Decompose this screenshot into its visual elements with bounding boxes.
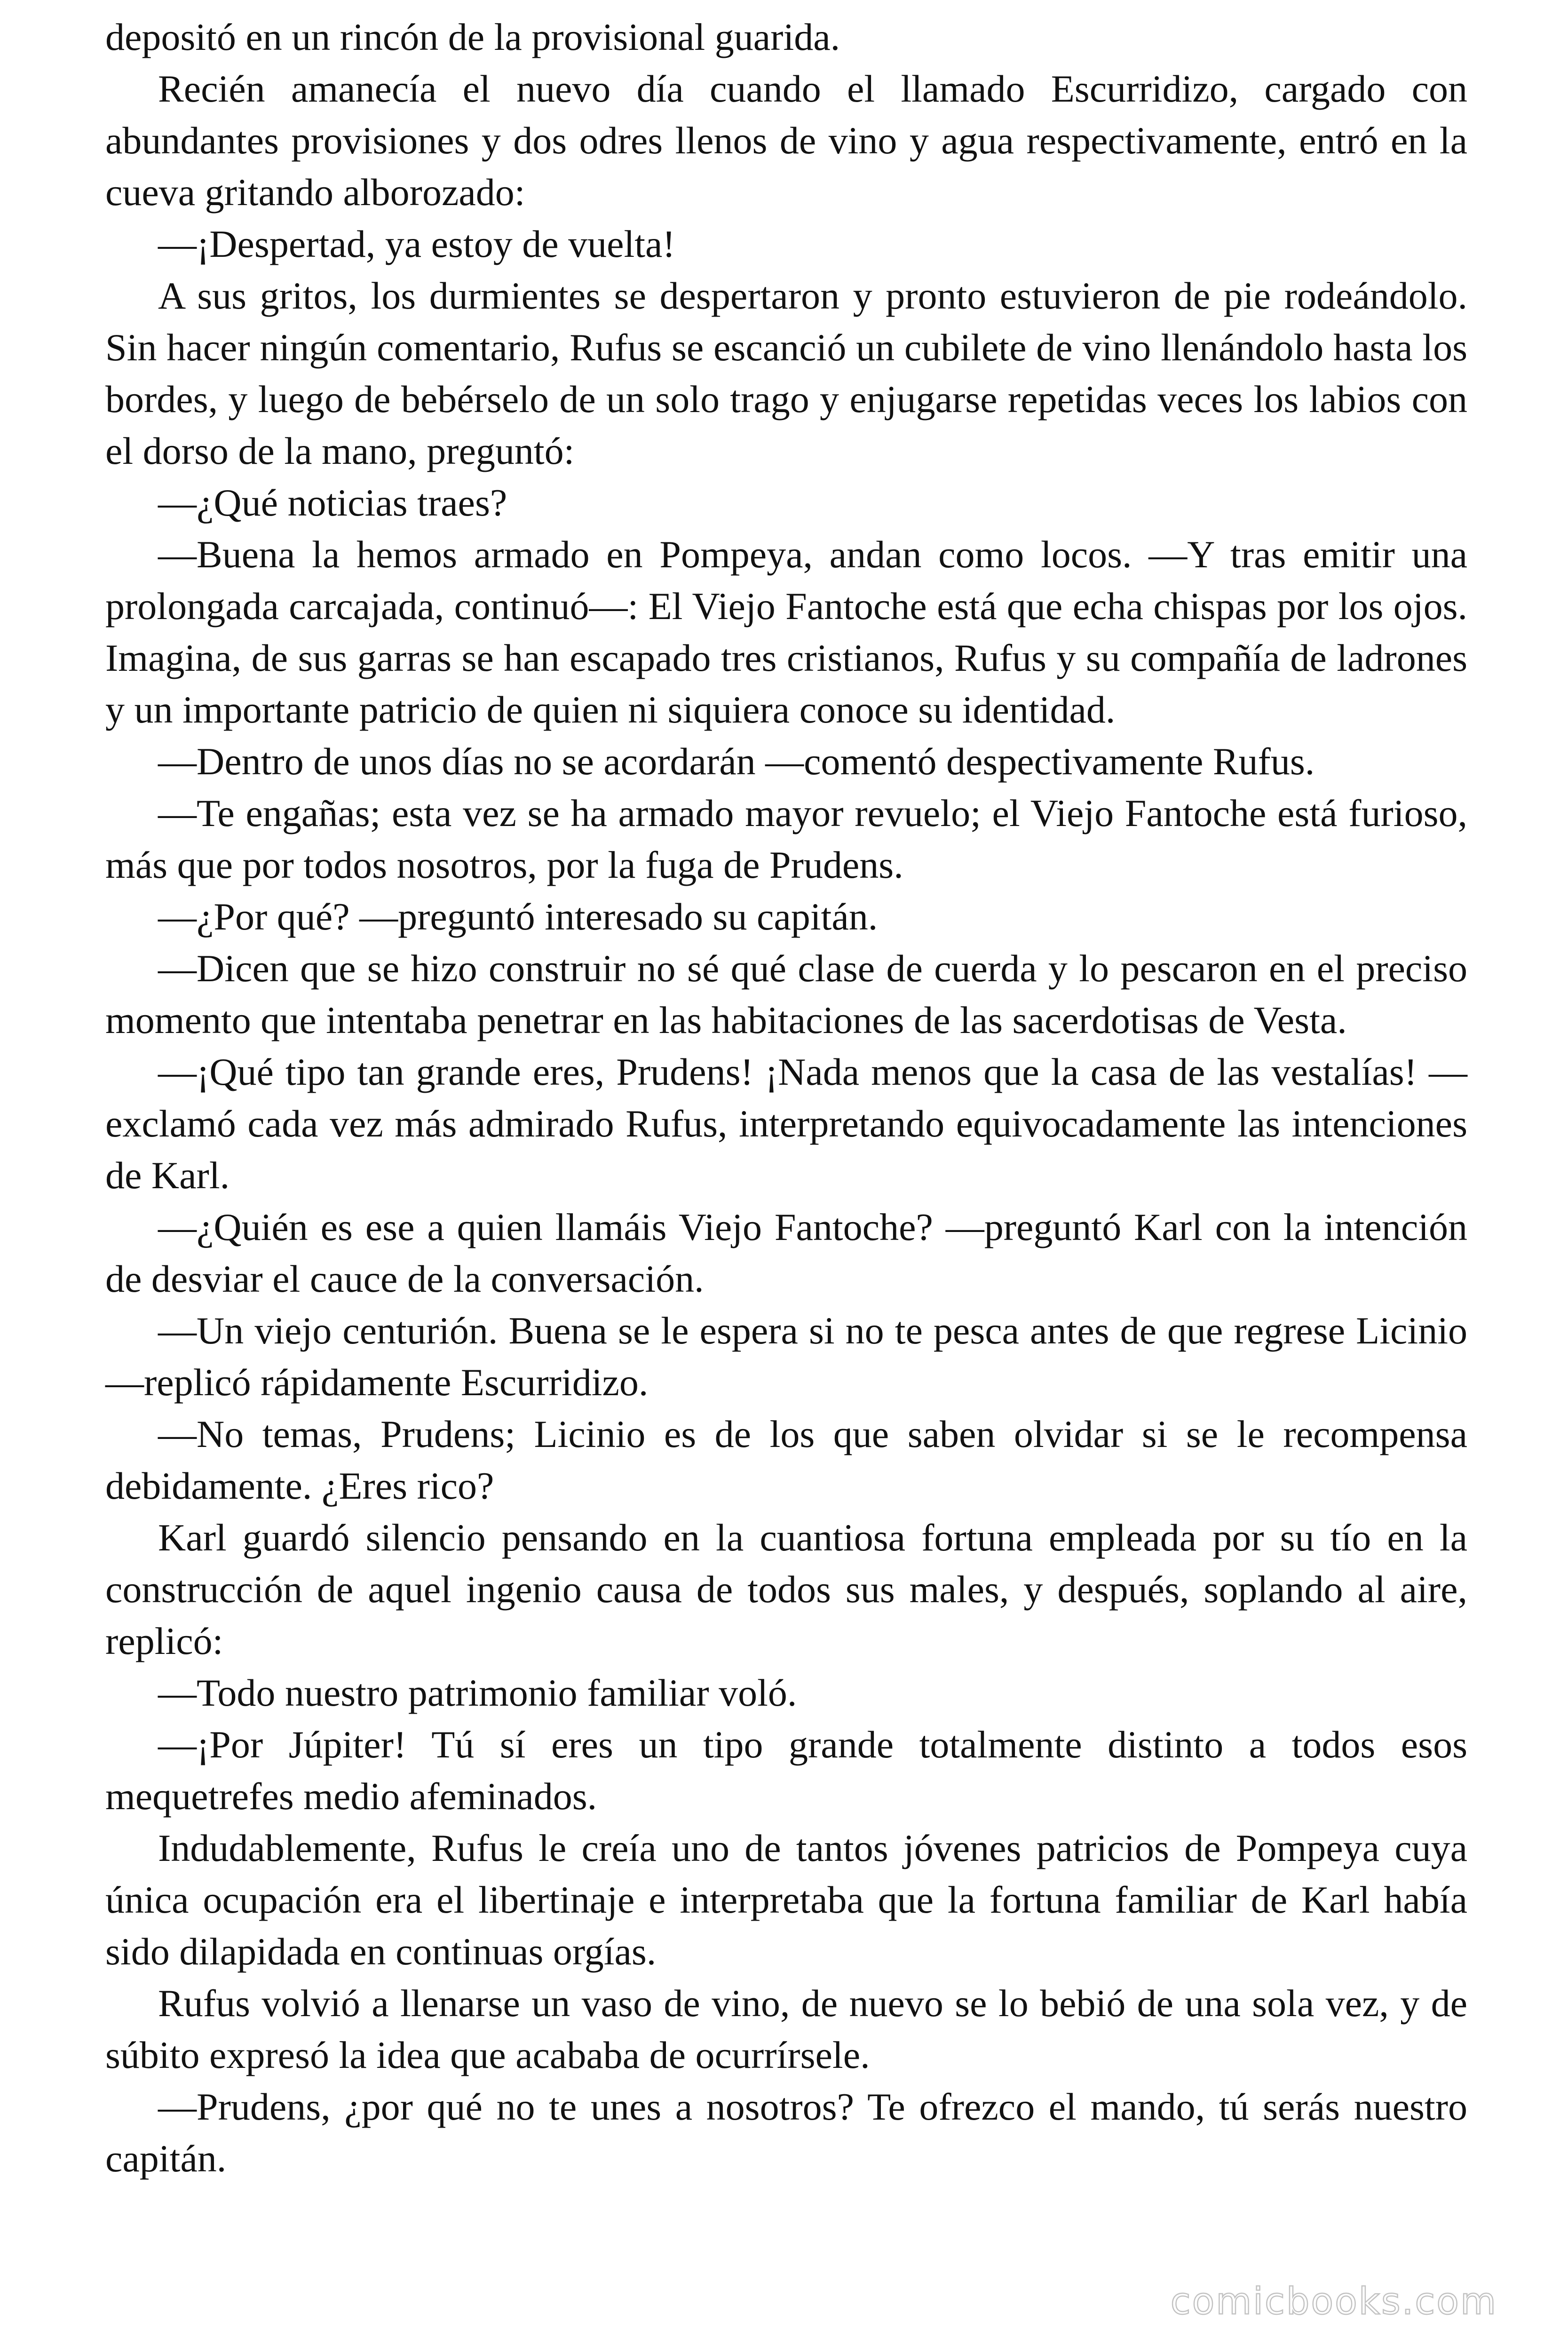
paragraph: —¿Qué noticias traes? (158, 481, 507, 524)
paragraph: —Dentro de unos días no se acordarán —comentó despectivamente Rufus. (158, 740, 1315, 783)
paragraph: depositó en un rincón de la provisional guarida. (105, 16, 840, 58)
paragraph: —Todo nuestro patrimonio familiar voló. (158, 1671, 797, 1714)
paragraph: —Te engañas; esta vez se ha armado mayor revuelo; el Viejo Fantoche está furioso, más que por todos nosotros, por la fuga de Prudens. (105, 792, 1467, 886)
body-text (105, 11, 1467, 2185)
paragraph: —¿Por qué? —preguntó interesado su capitán. (158, 895, 878, 938)
paragraph: Recién amanecía el nuevo día cuando el llamado Escurridizo, cargado con abundantes provisiones y dos odres llenos de vino y agua respectivamente, entró en la cueva gritando alborozado: (105, 67, 1467, 214)
paragraph: —Dicen que se hizo construir no sé qué clase de cuerda y lo pescaron en el preciso momento que intentaba penetrar en las habitaciones de las sacerdotisas de Vesta. (105, 947, 1467, 1041)
paragraph: Indudablemente, Rufus le creía uno de tantos jóvenes patricios de Pompeya cuya única ocupación era el libertinaje e interpretaba que la fortuna familiar de Karl había sido dilapidada en continuas orgías. (105, 1827, 1467, 1973)
paragraph: Karl guardó silencio pensando en la cuantiosa fortuna empleada por su tío en la construcción de aquel ingenio causa de todos sus males, y después, soplando al aire, replicó: (105, 1516, 1467, 1662)
watermark-logo: comicbooks.com (1170, 2280, 1497, 2323)
paragraph: —No temas, Prudens; Licinio es de los que saben olvidar si se le recompensa debidamente. ¿Eres rico? (105, 1413, 1467, 1507)
paragraph: —¡Despertad, ya estoy de vuelta! (158, 222, 675, 265)
paragraph: —¡Por Júpiter! Tú sí eres un tipo grande totalmente distinto a todos esos mequetrefes medio afeminados. (105, 1723, 1467, 1818)
paragraph: A sus gritos, los durmientes se despertaron y pronto estuvieron de pie rodeándolo. Sin hacer ningún comentario, Rufus se escanció un cubilete de vino llenándolo hasta los bordes, y luego de bebérselo de un solo trago y enjugarse repetidas veces los labios con el dorso de la mano, preguntó: (105, 274, 1467, 472)
paragraph: —¡Qué tipo tan grande eres, Prudens! ¡Nada menos que la casa de las vestalías! —exclamó cada vez más admirado Rufus, interpretando equivocadamente las intenciones de Karl. (105, 1050, 1467, 1197)
paragraph: —Buena la hemos armado en Pompeya, andan como locos. —Y tras emitir una prolongada carcajada, continuó—: El Viejo Fantoche está que echa chispas por los ojos. Imagina, de sus garras se han escapado tres cristianos, Rufus y su compañía de ladrones y un importante patricio de quien ni siquiera conoce su identidad. (105, 533, 1467, 731)
paragraph: Rufus volvió a llenarse un vaso de vino, de nuevo se lo bebió de una sola vez, y de súbito expresó la idea que acababa de ocurrírsele. (105, 1982, 1467, 2076)
paragraph: —¿Quién es ese a quien llamáis Viejo Fantoche? —preguntó Karl con la intención de desviar el cauce de la conversación. (105, 1206, 1467, 1300)
paragraph: —Un viejo centurión. Buena se le espera si no te pesca antes de que regrese Licinio —replicó rápidamente Escurridizo. (105, 1309, 1467, 1404)
paragraph: —Prudens, ¿por qué no te unes a nosotros? Te ofrezco el mando, tú serás nuestro capitán. (105, 2085, 1467, 2180)
